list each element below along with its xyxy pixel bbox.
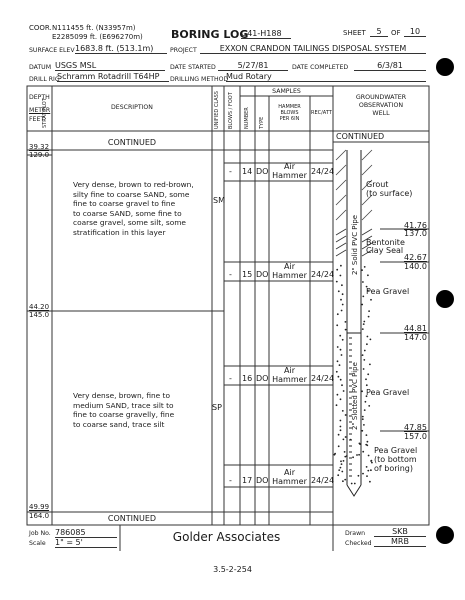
pea-gravel-dot bbox=[342, 339, 344, 341]
pea-gravel-dot bbox=[367, 373, 369, 375]
pea-gravel-dot bbox=[344, 479, 346, 481]
sample-16-number: 16 bbox=[242, 374, 253, 383]
pea-gravel-dot bbox=[366, 343, 368, 345]
col-meter: METER bbox=[29, 107, 51, 114]
pea-gravel-dot bbox=[362, 418, 364, 420]
col-unified-class: UNIFIED CLASS bbox=[214, 91, 220, 129]
col-groundwater bbox=[333, 94, 429, 118]
sample-15-type: DO bbox=[256, 270, 269, 279]
pea-gravel-dot bbox=[361, 269, 363, 271]
sample-17-hammer-1: Air bbox=[284, 468, 295, 477]
pea-gravel-dot bbox=[337, 394, 339, 396]
pea-gravel-dot bbox=[366, 475, 368, 477]
col-hammer-blows bbox=[269, 104, 310, 122]
pea-gravel-dot bbox=[340, 426, 342, 428]
sample-14-blows: - bbox=[229, 167, 232, 176]
pea-gravel-dot bbox=[366, 384, 368, 386]
well-depth-meter-1: 41.76 bbox=[404, 221, 427, 230]
pea-gravel-dot bbox=[338, 290, 340, 292]
well-bentonite-2: Clay Seal bbox=[366, 246, 404, 255]
pea-gravel-dot bbox=[365, 401, 367, 403]
pea-gravel-dot bbox=[340, 265, 342, 267]
sample-14-type: DO bbox=[256, 167, 269, 176]
datum-label: DATUM bbox=[29, 64, 52, 71]
coordinate-east: E2285099 ft. (E696270m) bbox=[52, 33, 143, 41]
continued-bottom: CONTINUED bbox=[107, 514, 157, 523]
pea-gravel-dot bbox=[368, 316, 370, 318]
project-name: EXXON CRANDON TAILINGS DISPOSAL SYSTEM bbox=[200, 44, 426, 54]
col-type: TYPE bbox=[259, 116, 265, 129]
sample-14-hammer-2: Hammer bbox=[272, 171, 307, 180]
scale-label: Scale bbox=[29, 540, 46, 547]
coordinate-north: N111455 ft. (N33957m) bbox=[52, 24, 136, 32]
sample-16-type: DO bbox=[256, 374, 269, 383]
pea-gravel-dot bbox=[363, 424, 365, 426]
well-depth-feet-3: 147.0 bbox=[404, 333, 427, 342]
sample-15-hammer-1: Air bbox=[284, 262, 295, 271]
pea-gravel-dot bbox=[341, 284, 343, 286]
pea-gravel-dot bbox=[345, 321, 347, 323]
pea-gravel-dot bbox=[362, 416, 364, 418]
col-number: NUMBER bbox=[244, 107, 250, 129]
pea-gravel-dot bbox=[338, 434, 340, 436]
pea-gravel-dot bbox=[364, 350, 366, 352]
drill-rig-label: DRILL RIG bbox=[29, 76, 60, 83]
sheet-total: 10 bbox=[404, 27, 426, 37]
pea-gravel-dot bbox=[362, 354, 364, 356]
pea-gravel-dot bbox=[338, 445, 340, 447]
pea-gravel-dot bbox=[340, 349, 342, 351]
sample-14-rec: 24/24 bbox=[311, 167, 335, 176]
sample-14-hammer bbox=[269, 162, 310, 180]
well-pea-gravel-c-1: Pea Gravel bbox=[374, 446, 418, 455]
pea-gravel-dot bbox=[343, 460, 345, 462]
col-samples: SAMPLES bbox=[272, 88, 301, 95]
pea-gravel-dot bbox=[340, 467, 342, 469]
log-title: BORING LOG bbox=[171, 28, 249, 41]
pea-gravel-dot bbox=[362, 473, 364, 475]
pea-gravel-dot bbox=[370, 469, 372, 471]
pea-gravel-dot bbox=[362, 451, 364, 453]
pea-gravel-dot bbox=[363, 321, 365, 323]
sample-15-hammer bbox=[269, 262, 310, 280]
drawn-by: SKB bbox=[374, 527, 426, 537]
well-depth-meter-4: 47.85 bbox=[404, 423, 427, 432]
sample-15-number: 15 bbox=[242, 270, 253, 279]
well-solid-pipe: 2" Solid PVC Pipe bbox=[351, 214, 359, 275]
pea-gravel-dot bbox=[361, 304, 363, 306]
coordinates-label: COOR. bbox=[29, 24, 52, 32]
pea-gravel-dot bbox=[337, 313, 339, 315]
checked-by: MRB bbox=[374, 537, 426, 547]
pea-gravel-dot bbox=[345, 436, 347, 438]
pea-gravel-dot bbox=[341, 354, 343, 356]
pea-gravel-dot bbox=[367, 336, 369, 338]
sample-17-rec: 24/24 bbox=[311, 476, 335, 485]
date-completed: 6/3/81 bbox=[354, 61, 426, 71]
well-pea-gravel-c-3: of boring) bbox=[374, 464, 414, 473]
date-started-label: DATE STARTED bbox=[170, 64, 216, 71]
of-label: OF bbox=[391, 29, 401, 37]
pea-gravel-dot bbox=[368, 405, 370, 407]
pea-gravel-dot bbox=[361, 390, 363, 392]
pea-gravel-dot bbox=[368, 455, 370, 457]
surface-elev-label: SURFACE ELEV bbox=[29, 47, 75, 54]
pea-gravel-dot bbox=[344, 451, 346, 453]
depth-feet-2: 145.0 bbox=[29, 311, 50, 319]
date-completed-label: DATE COMPLETED bbox=[292, 64, 349, 71]
pea-gravel-dot bbox=[362, 328, 364, 330]
pea-gravel-dot bbox=[365, 378, 367, 380]
company-name: Golder Associates bbox=[172, 530, 281, 544]
pea-gravel-dot bbox=[363, 323, 365, 325]
datum-value: USGS MSL bbox=[55, 61, 165, 71]
sample-16-hammer-2: Hammer bbox=[272, 375, 307, 384]
pea-gravel-dot bbox=[336, 281, 338, 283]
pea-gravel-dot bbox=[367, 470, 369, 472]
sample-16-hammer-1: Air bbox=[284, 366, 295, 375]
pea-gravel-dot bbox=[371, 460, 373, 462]
pea-gravel-dot bbox=[363, 359, 365, 361]
pea-gravel-dot bbox=[363, 368, 365, 370]
checked-label: Checked bbox=[345, 540, 372, 547]
col-rec-att: REC/ATT bbox=[311, 110, 332, 116]
sample-17-number: 17 bbox=[242, 476, 253, 485]
well-depth-meter-3: 44.81 bbox=[404, 324, 427, 333]
pea-gravel-dot bbox=[337, 474, 339, 476]
pea-gravel-dot bbox=[339, 364, 341, 366]
pea-gravel-dot bbox=[342, 410, 344, 412]
sample-15-blows: - bbox=[229, 270, 232, 279]
pea-gravel-dot bbox=[366, 466, 368, 468]
well-pea-gravel-c-2: (to bottom bbox=[374, 455, 417, 464]
pea-gravel-dot bbox=[341, 384, 343, 386]
pea-gravel-dot bbox=[370, 339, 372, 341]
well-depth-meter-2: 42.67 bbox=[404, 253, 427, 262]
pea-gravel-dot bbox=[340, 275, 342, 277]
drawn-label: Drawn bbox=[345, 530, 366, 537]
pea-gravel-dot bbox=[338, 469, 340, 471]
scale-value: 1" = 5' bbox=[55, 538, 117, 548]
pea-gravel-dot bbox=[345, 414, 347, 416]
pea-gravel-dot bbox=[354, 483, 356, 485]
pea-gravel-dot bbox=[337, 346, 339, 348]
depth-meter-1: 39.32 bbox=[29, 143, 50, 151]
pea-gravel-dot bbox=[346, 455, 348, 457]
sample-16-hammer bbox=[269, 366, 310, 384]
boring-id: G41-H188 bbox=[241, 29, 291, 39]
pea-gravel-dot bbox=[342, 293, 344, 295]
sample-15-rec: 24/24 bbox=[311, 270, 335, 279]
col-groundwater-1: GROUNDWATER bbox=[355, 94, 407, 101]
job-no: 786085 bbox=[55, 528, 117, 538]
col-hammer: HAMMER bbox=[278, 104, 301, 110]
pea-gravel-dot bbox=[366, 434, 368, 436]
col-per-6in: PER 6IN bbox=[279, 116, 300, 122]
well-depth-feet-2: 140.0 bbox=[404, 262, 427, 271]
pea-gravel-dot bbox=[338, 376, 340, 378]
depth-feet-3: 164.0 bbox=[29, 512, 50, 520]
page-number: 3.5-2-254 bbox=[213, 565, 252, 574]
pea-gravel-dot bbox=[367, 441, 369, 443]
project-label: PROJECT bbox=[170, 47, 197, 54]
pea-gravel-dot bbox=[364, 266, 366, 268]
pea-gravel-dot bbox=[343, 439, 345, 441]
pea-gravel-dot bbox=[334, 454, 336, 456]
col-groundwater-2: OBSERVATION bbox=[358, 102, 404, 109]
well-pea-gravel-b: Pea Gravel bbox=[366, 388, 410, 397]
sample-17-blows: - bbox=[229, 476, 232, 485]
pea-gravel-dot bbox=[340, 379, 342, 381]
surface-elev: 1683.8 ft. (513.1m) bbox=[75, 44, 167, 54]
sheet-number: 5 bbox=[370, 27, 388, 37]
pea-gravel-dot bbox=[362, 296, 364, 298]
depth-meter-3: 49.99 bbox=[29, 503, 50, 511]
sample-17-hammer bbox=[269, 468, 310, 486]
pea-gravel-dot bbox=[345, 329, 347, 331]
col-blows-foot: BLOWS / FOOT bbox=[228, 92, 234, 129]
layer-2-class: SP bbox=[212, 403, 222, 412]
pea-gravel-dot bbox=[340, 299, 342, 301]
pea-gravel-dot bbox=[352, 456, 354, 458]
sample-17-hammer-2: Hammer bbox=[272, 477, 307, 486]
col-groundwater-3: WELL bbox=[372, 110, 390, 117]
pea-gravel-dot bbox=[362, 281, 364, 283]
pea-gravel-dot bbox=[361, 430, 363, 432]
pea-gravel-dot bbox=[343, 390, 345, 392]
well-grout-2: (to surface) bbox=[366, 189, 413, 198]
col-feet: FEET bbox=[29, 116, 45, 123]
pea-gravel-dot bbox=[340, 420, 342, 422]
depth-feet-1: 129.0 bbox=[29, 151, 50, 159]
job-no-label: Job No. bbox=[29, 530, 51, 537]
well-pea-gravel-a: Pea Gravel bbox=[366, 287, 410, 296]
sample-14-number: 14 bbox=[242, 167, 253, 176]
pea-gravel-dot bbox=[337, 360, 339, 362]
col-description: DESCRIPTION bbox=[111, 104, 153, 111]
layer-1-description: Very dense, brown to red-brown, silty fine to coarse SAND, some fine to coarse gravel to fine to coarse SAND, some fine to coarse gravel, some silt, some stratification in this layer bbox=[73, 180, 194, 237]
well-bentonite-1: Bentonite bbox=[366, 238, 405, 247]
pea-gravel-dot bbox=[341, 471, 343, 473]
pea-gravel-dot bbox=[351, 483, 353, 485]
pea-gravel-dot bbox=[371, 462, 373, 464]
pea-gravel-dot bbox=[356, 454, 358, 456]
pea-gravel-dot bbox=[368, 310, 370, 312]
pea-gravel-dot bbox=[340, 460, 342, 462]
pea-gravel-dot bbox=[358, 475, 360, 477]
well-depth-feet-1: 137.0 bbox=[404, 229, 427, 238]
pea-gravel-dot bbox=[367, 274, 369, 276]
pea-gravel-dot bbox=[342, 480, 344, 482]
sample-16-blows: - bbox=[229, 374, 232, 383]
pea-gravel-dot bbox=[369, 364, 371, 366]
continued-top: CONTINUED bbox=[107, 138, 157, 147]
well-pea-gravel-c bbox=[374, 446, 417, 473]
sample-14-hammer-1: Air bbox=[284, 162, 295, 171]
pea-gravel-dot bbox=[341, 463, 343, 465]
pea-gravel-dot bbox=[336, 371, 338, 373]
pea-gravel-dot bbox=[370, 299, 372, 301]
pea-gravel-dot bbox=[358, 454, 360, 456]
pea-gravel-dot bbox=[369, 481, 371, 483]
pea-gravel-dot bbox=[336, 324, 338, 326]
drilling-method-label: DRILLING METHOD bbox=[170, 76, 229, 83]
pea-gravel-dot bbox=[342, 304, 344, 306]
pea-gravel-dot bbox=[336, 269, 338, 271]
col-blows: BLOWS bbox=[280, 110, 299, 116]
well-grout-1: Grout bbox=[366, 180, 389, 189]
col-strat-plot: STRAT PLOT bbox=[42, 98, 48, 128]
sample-15-hammer-2: Hammer bbox=[272, 271, 307, 280]
pea-gravel-dot bbox=[340, 429, 342, 431]
pea-gravel-dot bbox=[341, 310, 343, 312]
layer-2-description: Very dense, brown, fine to medium SAND, trace silt to fine to coarse gravelly, fine to coarse sand, trace silt bbox=[73, 391, 175, 429]
pea-gravel-dot bbox=[359, 443, 361, 445]
layer-1-class: SM bbox=[213, 196, 225, 205]
drilling-method: Mud Rotary bbox=[226, 72, 426, 82]
drill-rig: Schramm Rotadrill T64HP bbox=[57, 72, 169, 82]
col-depth: DEPTH bbox=[29, 94, 50, 101]
pea-gravel-dot bbox=[365, 444, 367, 446]
pea-gravel-dot bbox=[336, 404, 338, 406]
sample-16-rec: 24/24 bbox=[311, 374, 335, 383]
pea-gravel-dot bbox=[340, 398, 342, 400]
depth-meter-2: 44.20 bbox=[29, 303, 50, 311]
sample-17-type: DO bbox=[256, 476, 269, 485]
sheet-label: SHEET bbox=[343, 29, 366, 37]
pea-gravel-dot bbox=[364, 409, 366, 411]
pea-gravel-dot bbox=[339, 335, 341, 337]
well-continued: CONTINUED bbox=[336, 132, 385, 141]
well-depth-feet-4: 157.0 bbox=[404, 432, 427, 441]
date-started: 5/27/81 bbox=[218, 61, 288, 71]
well-slotted-pipe: 2" Slotted PVC Pipe bbox=[351, 362, 359, 430]
